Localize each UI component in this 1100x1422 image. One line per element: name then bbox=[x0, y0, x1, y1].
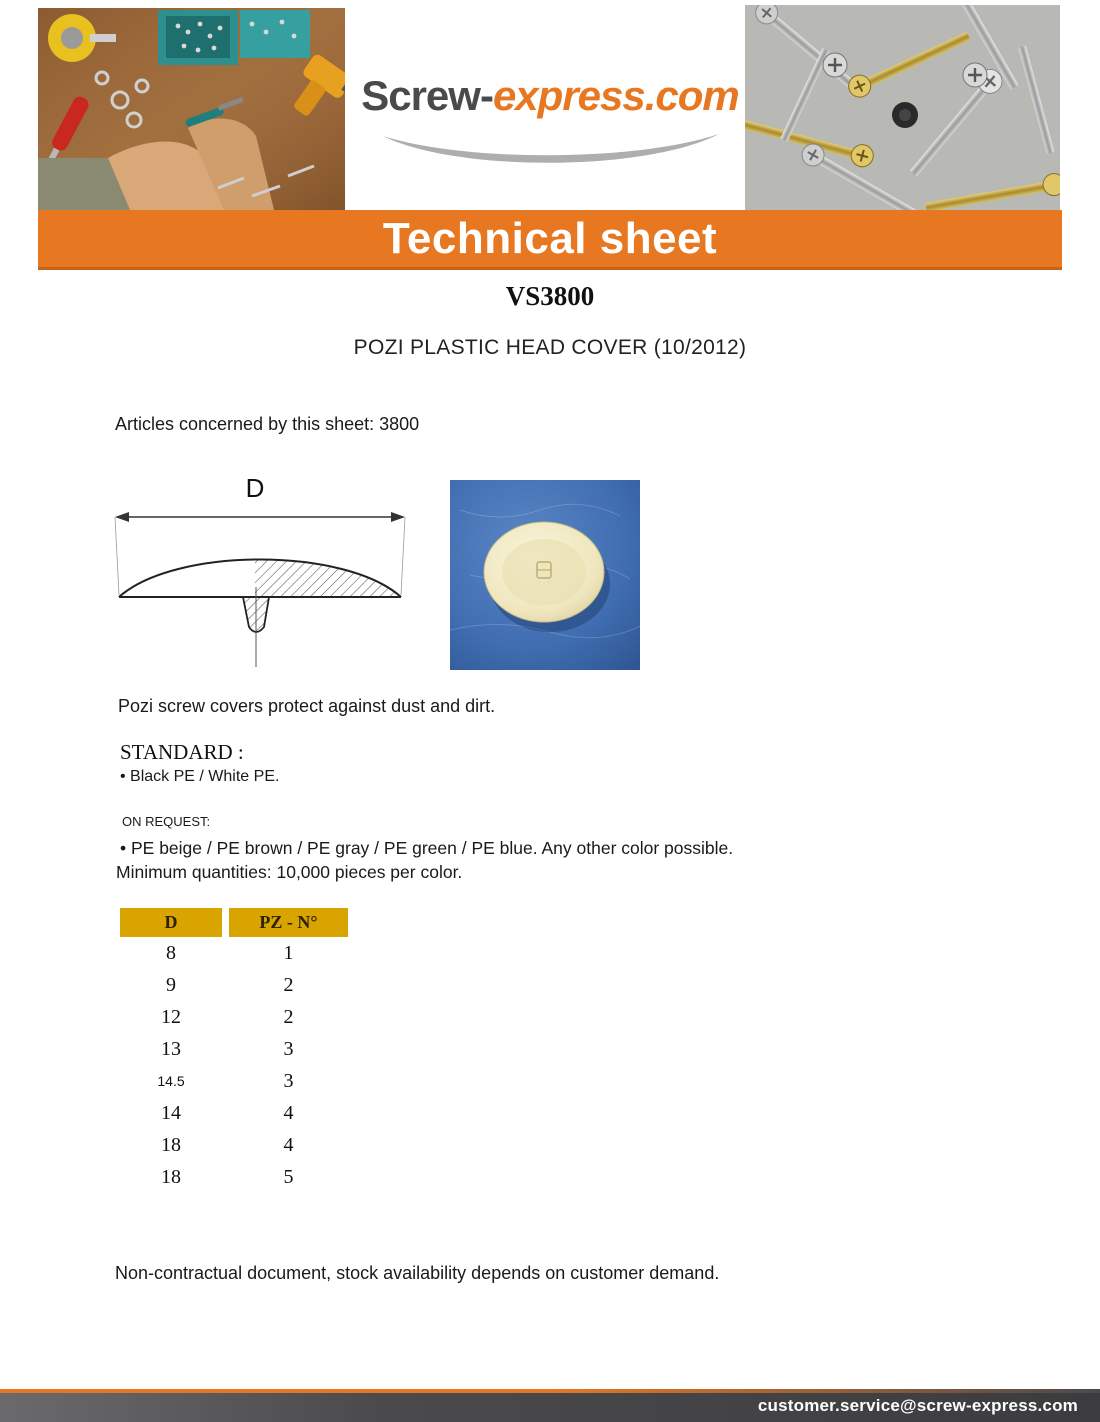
workbench-photo bbox=[38, 8, 345, 210]
on-request-note: Minimum quantities: 10,000 pieces per color. bbox=[116, 862, 463, 882]
page-title: POZI PLASTIC HEAD COVER (10/2012) bbox=[353, 336, 747, 359]
cell-pz: 3 bbox=[283, 1038, 294, 1060]
workbench-photo-graphic bbox=[38, 8, 345, 210]
brand-logo-prefix: Screw- bbox=[361, 72, 493, 119]
screws-photo-graphic bbox=[745, 5, 1060, 218]
cell-d: 14.5 bbox=[157, 1073, 185, 1089]
size-table-header bbox=[120, 908, 348, 937]
brand-logo-suffix: express.com bbox=[492, 72, 739, 119]
cell-d: 18 bbox=[161, 1166, 181, 1188]
standard-heading: STANDARD : bbox=[120, 740, 244, 764]
column-header-d: D bbox=[120, 908, 222, 937]
cell-d: 9 bbox=[166, 974, 176, 996]
cell-pz: 2 bbox=[283, 1006, 294, 1028]
logo-swoosh bbox=[375, 128, 725, 164]
cell-pz: 1 bbox=[283, 942, 294, 964]
table-row bbox=[120, 1001, 348, 1033]
non-contractual-note: Non-contractual document, stock availability depends on customer demand. bbox=[115, 1263, 720, 1283]
articles-concerned: Articles concerned by this sheet: 3800 bbox=[115, 414, 420, 434]
cell-pz: 4 bbox=[283, 1134, 294, 1156]
cell-d: 13 bbox=[161, 1038, 181, 1060]
document-code: VS3800 bbox=[505, 281, 595, 311]
cell-pz: 5 bbox=[283, 1166, 294, 1188]
size-table bbox=[120, 908, 348, 1193]
cell-d: 18 bbox=[161, 1134, 181, 1156]
on-request-item: • PE beige / PE brown / PE gray / PE green / PE blue. Any other color possible. bbox=[120, 838, 734, 858]
product-description: Pozi screw covers protect against dust and dirt. bbox=[118, 696, 496, 716]
screws-photo bbox=[745, 5, 1060, 218]
standard-item: • Black PE / White PE. bbox=[120, 768, 280, 785]
on-request-heading: ON REQUEST: bbox=[122, 814, 211, 829]
table-row bbox=[120, 1097, 348, 1129]
product-photo-graphic bbox=[450, 480, 640, 670]
table-row bbox=[120, 969, 348, 1001]
column-header-pz: PZ - N° bbox=[229, 908, 348, 937]
cell-pz: 3 bbox=[283, 1070, 294, 1092]
cell-pz: 2 bbox=[283, 974, 294, 996]
table-row bbox=[120, 1033, 348, 1065]
cell-d: 12 bbox=[161, 1006, 181, 1028]
product-photo bbox=[450, 480, 640, 670]
technical-drawing bbox=[105, 475, 415, 680]
table-row bbox=[120, 1065, 348, 1097]
banner-title: Technical sheet bbox=[38, 210, 1062, 270]
cell-d: 8 bbox=[166, 942, 176, 964]
brand-logo bbox=[355, 72, 745, 120]
table-row bbox=[120, 1161, 348, 1193]
footer-bar bbox=[0, 1389, 1100, 1422]
cell-pz: 4 bbox=[283, 1102, 294, 1124]
table-row bbox=[120, 1129, 348, 1161]
dimension-label: D bbox=[245, 475, 265, 503]
customer-service-email[interactable]: customer.service@screw-express.com bbox=[757, 1396, 1078, 1415]
technical-drawing-graphic bbox=[105, 475, 415, 680]
cell-d: 14 bbox=[161, 1102, 181, 1124]
table-row bbox=[120, 937, 348, 969]
